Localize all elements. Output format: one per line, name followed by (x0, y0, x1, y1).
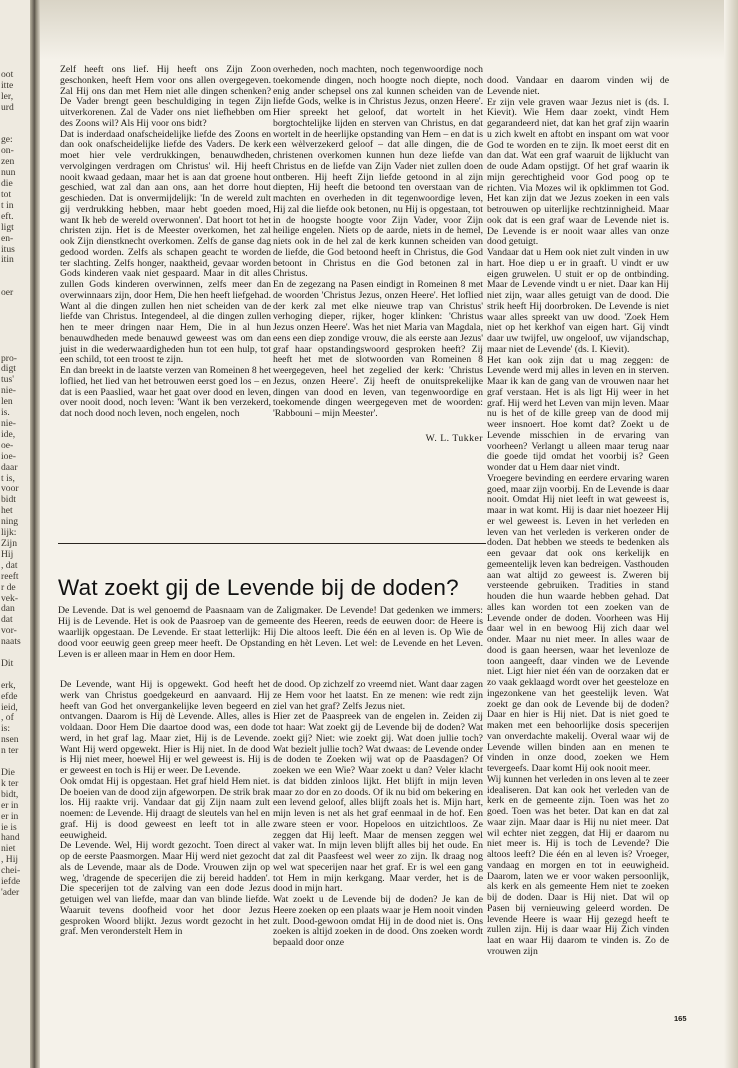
paragraph: Zelf heeft ons lief. Hij heeft ons Zijn Zoon geschonken, heeft Hem voor ons allen overgegeven. Zal Hij ons dan met Hem niet alle dingen schenken? De Vader brengt geen beschuldiging in tegen Zijn uitverkorenen. Zal de Vader ons niet liefhebben om des Zoons wil? Als Hij voor ons bidt? (60, 64, 271, 129)
article2-column-2 (273, 680, 483, 949)
article-title: Wat zoekt gij de Levende bij de doden? (58, 575, 459, 600)
paragraph: de dood. Op zichzelf zo vreemd niet. Want daar zagen ze Hem voor het laatst. En ze menen: wie redt zijn ziel van het graf? Zelfs Jezus niet. (273, 679, 483, 712)
paragraph: dood. Vandaar en daarom vinden wij de Levende niet. (487, 75, 669, 97)
left-page-fragment: dan (1, 603, 15, 615)
left-page-fragment: ligt (1, 221, 14, 233)
left-page-fragment: vor- (1, 625, 17, 637)
left-page-fragment: het (1, 505, 13, 517)
left-page-fragment: erk, (1, 679, 16, 691)
left-page-fragment: naats (1, 636, 21, 648)
article-divider (58, 543, 486, 544)
page-top-shadow (40, 0, 738, 60)
left-page-fragment: ge: (1, 134, 13, 146)
left-page-fragment: ide, (1, 428, 16, 440)
paragraph: De Levende. Wel, Hij wordt gezocht. Toen direct al op de eerste Paasmorgen. Maar Hij werd niet gezocht als de Levende, maar als de Dode. Vrouwen zijn op weg, 'dragende de specerijen die zij bereid hadden'. Die specerijen tot de zalving van een dode Jezus getuigen wel van liefde, maar dan van blinde liefde. Waaruit tevens doofheid voor het door Jezus gesproken Woord blijkt. Jezus wordt gezocht in het graf. Men veronderstelt Hem in (60, 840, 270, 938)
left-page-fragment: itus (1, 243, 15, 255)
paragraph: Er zijn vele graven waar Jezus niet is (ds. I. Kievit). Wie Hem daar zoekt, vindt Hem gegarandeerd niet, dat kan het graf zijn waarin u zich kwelt en aftobt en inspant om wat voor God te worden en te zijn. Ik moet eerst dit en dan dat. Wat een graf waaruit de lijklucht van de oude Adam opstijgt. Of het graf waarin ik mijn gerechtigheid voor God poog op te richten. Via Mozes wil ik opklimmen tot God. Het kan zijn dat we Jezus zoeken in een vals betrouwen op uiterlijke rechtzinnigheid. Maar ook dat is een graf waar de Levende niet is. De Levende is er nooit waar alles van onze dood getuigt. (487, 96, 669, 248)
left-page-fragment: zen (1, 156, 15, 168)
left-page-fragment: die (1, 178, 13, 190)
book-gutter (30, 0, 40, 1068)
left-page-fragment (0, 321, 21, 332)
left-page-fragment: nie- (1, 385, 16, 397)
left-page-fragment (0, 332, 21, 343)
paragraph: De Levende, want Hij is opgewekt. God heeft het werk van Christus goedgekeurd en aanvaard. Hij heeft van God het onvergankelijke leven begeerd en ontvangen. Daarom is Hij dè Levende. Alles, alles is voldaan. Door Hem Die daartoe dood was, een dode werd, in het graf lag. Maar ziet, Hij is de Levende. Want Hij werd opgewekt. Hier is Hij niet. In de dood is Hij niet meer, hoewel Hij er wel geweest is. Hij is er geweest en toch is Hij er weer. De Levende. (60, 679, 270, 776)
left-page-fragment: , of (1, 712, 14, 724)
left-page-fragment: bidt, (1, 788, 19, 800)
paragraph: Het kan ook zijn dat u mag zeggen: de Levende werd mij alles in leven en in sterven. Maar ik kan de gang van de vrouwen naar het graf verstaan. Het is als ligt Hij weer in het graf. Hij werd het Leven van mijn leven. Maar nu is het of de kille greep van de dood mij weer insnoert. Hoe komt dat? Zoekt u de Levende misschien in de ervaring van voorheen? Verlangt u alleen maar terug naar die goede tijd omdat het voorbij is? Geen wonder dat u Hem daar niet vindt. (487, 354, 669, 473)
left-page-fragment: ie is (1, 821, 17, 833)
paragraph: Vroegere bevinding en eerdere ervaring waren goed, maar zijn voorbij. En de Levende is daar nooit. Omdat Hij niet leeft in wat geweest is, maar in wat komt. Hij is daar niet hoezeer Hij er wel geweest is. Leven in het verleden en leven van het verleden is verkeren onder de doden. Dat hebben we steeds te bedenken als een gevaar dat ook ons kerkelijk en gemeentelijk leven kan bedreigen. Vasthouden aan wat altijd zo geweest is. Zweren bij versteende gebruiken. Tradities in stand houden die hun waarde hebben gehad. Dat alles kan worden tot een zoeken van de Levende onder de doden. Voorheen was Hij daar wel in en bewoog Hij zich daar wel onder. Maar nu niet meer. In alles waar de dood is gaan heersen, waar het levenloze de toon aangeeft, daar vinden we de Levende niet. Ligt hier niet één van de oorzaken dat er zo vaak geklaagd wordt over het geesteloze en ingezonkene van het geestelijk leven. Wat zoekt ge dan ook de Levende bij de doden? Daar en hier is Hij niet. Dat is niet goed te maken met een behoorlijke dosis specerijen van onverdachte makelij. Overal waar wij de Levende willen binden aan en menen te vinden in onze dood, zoeken we Hem tevergeefs. Daar komt Hij ook nooit meer. (487, 472, 669, 774)
left-page-fragment: hand (1, 832, 20, 844)
left-page-edge (0, 0, 30, 1068)
left-page-fragment: is: (1, 723, 11, 735)
left-page-fragment: tus' (1, 374, 14, 386)
left-page-fragment: , dat (1, 559, 18, 571)
left-page-fragment (0, 299, 21, 310)
left-page-fragment: oe- (1, 439, 14, 451)
paragraph: Ook omdat Hij is opgestaan. Het graf hield Hem niet. De boeien van de dood zijn afgeworpen. De strik brak los. Hij raakte vrij. Vandaar dat gij Zijn naam zult noemen: de Levende. Hij draagt de sleutels van hel en graf. Hij is dood geweest en leeft tot in alle eeuwigheid. (60, 775, 270, 841)
left-page-fragment: reeft (1, 570, 19, 582)
left-page-fragment: eft. (1, 210, 14, 222)
left-page-fragment: ieid, (1, 701, 18, 713)
left-page-fragment: voor (1, 483, 19, 495)
left-page-fragment: vek- (1, 592, 19, 604)
left-page-fragment: itte (1, 79, 14, 91)
left-page-fragment: Die (1, 767, 15, 778)
left-page-fragment: Zijn (1, 537, 17, 549)
left-page-fragment: tot (1, 188, 12, 200)
left-page-fragment: 'ader (1, 886, 20, 898)
left-page-fragment (0, 266, 21, 277)
left-page-fragment: lijk: (1, 527, 17, 539)
left-page-fragment: n ter (1, 745, 19, 757)
left-page-fragment: dat (1, 614, 13, 626)
left-page-fragment: is. (1, 407, 10, 419)
left-page-fragment: efde (1, 690, 18, 702)
page-number: 165 (674, 1014, 687, 1023)
paragraph: Dat is inderdaad onafscheidelijke liefde des Zoons en dan ook onafscheidelijke liefde des Vaders. De kerk moet hier vele verdrukkingen, benauwdheden, vervolgingen verdragen om Christus' wil. Hij heeft nooit kwaad gedaan, maar het is aan dat groene hout geschied, wat zal dan aan ons, aan het dorre hout geschieden. Dat is onvermijdelijk: 'In de wereld zult gij verdrukking hebben, maar hebt goeden moed, want Ik heb de wereld overwonnen'. Dat hoort tot het christen zijn. Het is de Meester overkomen, het zal ook Zijn dienstknecht overkomen. Zelfs de ganse dag gedood worden. Zelfs als schapen geacht te worden ter slachting. Zelfs honger, naaktheid, gevaar worden Gods kinderen vaak niet gespaard. Maar in dit alles zullen Gods kinderen overwinnen, zelfs meer dan overwinnaars zijn, door Hem, Die hen heeft liefgehad. Want al die dingen zullen hen niet scheiden van de liefde van Christus. Integendeel, al die dingen zullen hen te meer dringen naar Hem, Die in al hun benauwdheden mede benauwd geweest was om dan juist in die wederwaardigheden hun tot een hulp, tot een schild, tot een troost te zijn. (60, 128, 271, 366)
article1-column-2 (273, 65, 483, 445)
left-page-fragment: pro- (1, 352, 17, 364)
left-page-fragment: nun (1, 167, 16, 179)
left-page-fragment: er in (1, 810, 19, 822)
left-page-fragment (0, 343, 21, 354)
paragraph: overheden, noch machten, noch tegenwoordige noch toekomende dingen, noch hoogte noch diepte, noch enig ander schepsel ons zal kunnen scheiden van de liefde Gods, welke is in Christus Jezus, onzen Heere'. Hier spreekt het geloof, dat wortelt in het borgtochtelijke lijden en sterven van Christus, en dat wortelt in de heerlijke opstanding van Hem – en dat is een wèlverzekerd geloof – dat alle dingen, die de christenen overkomen kunnen hun deze liefde van Christus en de liefde van Zijn Vader niet zullen doen ontberen. Hij heeft Zijn liefde getoond in al zijn diepten, Hij heeft die betoond ten overstaan van de machten en overheden in dit tegenwoordige leven, Hij zal die liefde ook betonen, nu Hij is opgestaan, tot in de hoogste hoogte voor Zijn Vader, voor Zijn heilige engelen. Niets op de aarde, niets in de hemel, niets ook in de hel zal de kerk kunnen scheiden van de liefde, die God betoond heeft in Christus, die God betoont in Christus en die God betonen zal in Christus. (273, 64, 483, 280)
left-page-fragment: r de (1, 581, 16, 593)
left-page-fragment: on- (1, 145, 14, 157)
left-page-fragment: chei- (1, 865, 21, 877)
left-page-fragment: iefde (1, 876, 21, 888)
left-page-fragment: nie- (1, 418, 16, 429)
left-page-fragment: digt (1, 363, 16, 375)
page-right-edge (724, 0, 738, 1068)
left-page-fragment: ler, (1, 90, 14, 102)
paragraph: Hier zet de Paaspreek van de engelen in. Zeiden zij tot haar: Wat zoekt gij de Levende bij de doden? Wat zoekt gij? Niet: wie zoekt gij. Wat doen jullie toch? Wat bezielt jullie toch? Wat dwaas: de Levende onder de doden te Zoeken wij wat op de Paasdagen? Of zoeken we een Wie? Waar zoekt u dan? Veler klacht is dat bidden zinloos lijkt. Het blijft in mijn leven maar zo dor en zo doods. Of ik nu bid om bekering en een levend geloof, alles blijft zoals het is. Mijn hart, mijn leven is net als het graf eenmaal in de hof. Een zware steen er voor. Hopeloos en uitzichtloos. Ze zeggen dat Hij leeft. Maar de mensen zeggen wel vaker wat. In mijn leven blijft alles bij het oude. En dat zal dit Paasfeest wel weer zo zijn. Ik draag nog wel wat specerijen naar het graf. Er is wel een gang tot Hem in mijn kerkgang. Maar verder, het is de dood in mijn hart. (273, 711, 483, 895)
left-page-fragment (0, 114, 21, 125)
left-page-fragment: nsen (1, 734, 19, 746)
article-lead: De Levende. Dat is wel genoemd de Paasnaam van de Zaligmaker. De Levende! Dat gedenken we immers: Hij is de Levende. Het is ook de Paasroep van de gemeente des Heeren, reeds de eeuwen door: de Heere is waarlijk opgestaan. De Levende. Er staat letterlijk: Hij Die altoos leeft. Die één en al leven is. Op Wie de dood voor eeuwig geen greep meer heeft. De Opstanding en hèt Leven. Let wel: de Levende en het Leven. Leven is er alleen maar in Hem en door Hem. (58, 605, 483, 660)
paragraph: En de zegezang na Pasen eindigt in Romeinen 8 met de woorden 'Christus Jezus, onzen Heere'. Het loflied der kerk zal met elke nieuwe trap van Christus' verhoging dieper, rijker, hoger klinken: 'Christus Jezus onzen Heere'. Was het niet Maria van Magdala, eens een diep zondige vrouw, die als eerste aan Jezus' graf haar opstandingswoord gesproken heeft? Zij heeft het met de slotwoorden van Romeinen 8 weergegeven, heel het zegelied der kerk: 'Christus Jezus, onzen Heere'. Zij heeft de onuitsprekelijke dingen van dood en leven, van tegenwoordige en toekomende dingen weergegeven met de woorden: 'Rabbouni – mijn Meester'. (273, 279, 483, 419)
left-page-fragment: en- (1, 232, 14, 244)
paragraph: Wij kunnen het verleden in ons leven al te zeer idealiseren. Dat kan ook het verleden van de kerk en de gemeente zijn. Toen was het zo goed. Toen was het beter. Dat kan en dat zal waar zijn. Maar daar is Hij nu niet meer. Dat wil echter niet zeggen, dat Hij er daarom nu niet meer is. Hij is toch de Levende? Die altoos leeft? Die één en al leven is? Vroeger, vandaag en morgen en tot in eeuwigheid. Daarom, laten we er voor waken persoonlijk, als kerk en als gemeente Hem niet te zoeken bij de doden. Daar is Hij niet. Dat wil op Pasen bij vernieuwing geleerd worden. De levende Heere is waar Hij gezegd heeft te zullen zijn. Hij is daar waar Hij Zich vinden laat en waar Hij daarom te vinden is. Zo de vrouwen zijn (487, 773, 669, 957)
left-page-fragment: len (1, 396, 13, 408)
left-page-fragment: niet (1, 843, 16, 855)
left-page-fragment: Hij (1, 548, 14, 560)
article1-column-1 (60, 65, 271, 420)
left-page-fragment: urd (1, 101, 14, 113)
left-page-fragment: ioe- (1, 450, 16, 462)
left-page-fragment: k ter (1, 777, 19, 789)
author-signature: W. L. Tukker (425, 432, 483, 444)
left-page-fragment: t is, (1, 472, 15, 484)
left-page-fragment: bidt (1, 494, 16, 506)
left-page-fragment: Dit (1, 657, 14, 669)
left-page-fragment: t in (1, 199, 14, 211)
left-page-fragment: itin (1, 254, 14, 266)
left-page-fragment: er in (1, 799, 19, 811)
article2-column-1 (60, 680, 270, 938)
left-page-fragment: oer (1, 287, 14, 299)
article2-column-3 (487, 76, 669, 958)
paragraph: En dan breekt in de laatste verzen van Romeinen 8 het loflied, het lied van het betrouwen eerst goed los – en dat is een Paaslied, waar het gaat over dood en leven, over nooit dood, noch leven: 'Want ik ben verzekerd, dat noch dood noch leven, noch engelen, noch (60, 365, 271, 419)
left-page-fragment: oot (1, 69, 14, 80)
left-page-fragment: daar (1, 461, 18, 473)
paragraph: Vandaar dat u Hem ook niet zult vinden in uw hart. Hoe diep u er in graaft. U vindt er uw eigen gruwelen. U stuit er op de ontbinding. Maar de Levende vindt u er niet. Daar kan Hij niet zijn, waar alles getuigt van de dood. Die strik heeft Hij doorbroken. De Levende is niet waar alles spreekt van uw dood. 'Zoek Hem niet op het kerkhof van eigen hart. Gij vindt daar uw twijfel, uw ongeloof, uw vijandschap, maar niet de Levende' (ds. I. Kievit). (487, 247, 669, 355)
paragraph: Wat zoekt u de Levende bij de doden? Je kan de Heere zoeken op een plaats waar je Hem nooit vinden zult. Dood-gewoon omdat Hij in de dood niet is. Ons zoeken is altijd zoeken in de dood. Ons zoeken wordt bepaald door onze (273, 894, 483, 948)
left-page-fragment (0, 310, 21, 321)
left-page-fragment: , Hij (1, 854, 19, 866)
left-page-fragment: ning (1, 516, 19, 528)
